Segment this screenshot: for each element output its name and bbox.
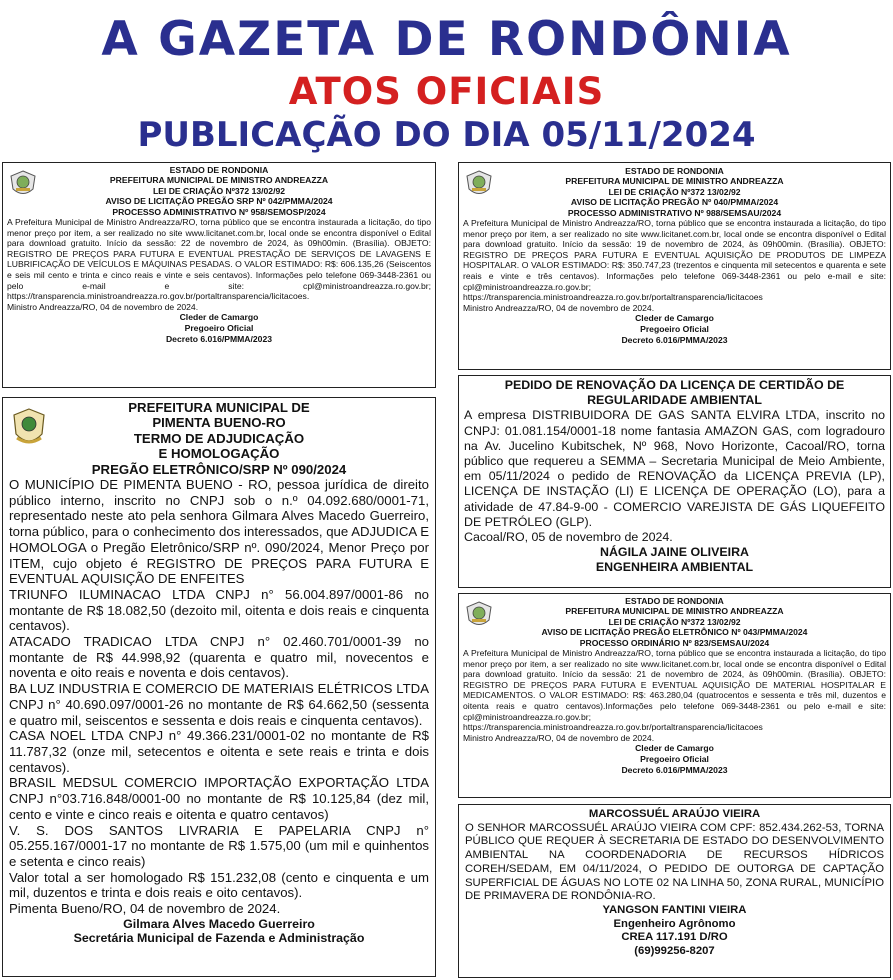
notice-header: MARCOSSUÉL ARAÚJO VIEIRA — [588, 808, 761, 820]
winner-entry: TRIUNFO ILUMINACAO LTDA CNPJ n° 56.004.897/0001-86 no montante de R$ 18.082,50 (dezoito mil, oitenta e dois reais e cinquenta centavos). — [9, 586, 429, 634]
municipal-crest-icon — [464, 600, 494, 630]
winner-entry: BA LUZ INDUSTRIA E COMERCIO DE MATERIAIS ELÉTRICOS LTDA CNPJ n° 40.690.097/0001-26 no montante de R$ 64.662,50 (sessenta e quatro mil, seiscentos e sessenta e dois reais e cinquenta centavos). — [9, 681, 429, 728]
notice-body: A empresa DISTRIBUIDORA DE GAS SANTA ELVIRA LTDA, inscrito no CNPJ: 01.081.154/0001-18 nome fantasia AMAZON GAS, com logradouro na Av. Jucelino Kubitschek, Nº 968, Novo Horizonte, Cacoal/RO, torna público que requereu a SEMMA – Secretaria Municipal de Meio Ambiente, em 05/11/2024 o pedido de RENOVAÇÃO da LICENÇA PREVIA (LP), LICENÇA DE INSTAÇÃO (LI) E LICENÇA DE OPERAÇÃO (LO), para a atividade de 47.84-9-00 - COMERCIO VAREJISTA DE GÁS LIQUEFEITO DE PETRÓLEO (GLP). — [464, 408, 885, 529]
signature-block: Cleder de Camargo Pregoeiro Oficial Decreto 6.016/PMMA/2023 — [621, 313, 728, 345]
signature-block: Cleder de Camargo Pregoeiro Oficial Decreto 6.016/PMMA/2023 — [165, 312, 273, 344]
notice-pregao-040 — [458, 162, 891, 370]
notice-header: ESTADO DE RONDONIA PREFEITURA MUNICIPAL DE MINISTRO ANDREAZZA LEI DE CRIAÇÃO Nº372 13/02/92 AVISO DE LICITAÇÃO PREGÃO Nº 040/PMMA/2024 PROCESSO ADMINISTRATIVO Nº 988/SEMSAU/2024 — [565, 166, 784, 218]
notice-header: PREFEITURA MUNICIPAL DE PIMENTA BUENO-RO TERMO DE ADJUDICAÇÃO E HOMOLOGAÇÃO PREGÃO ELETRÔNICO/SRP Nº 090/2024 — [91, 400, 347, 477]
winner-entry: V. S. DOS SANTOS LIVRARIA E PAPELARIA CNPJ n° 05.255.167/0001-17 no montante de R$ 1.575,00 (um mil e quinhentos e setenta e cinco reais) — [9, 822, 429, 869]
place-date: Ministro Andreazza/RO, 04 de novembro de 2024. — [7, 301, 199, 312]
place-date: Ministro Andreazza/RO, 04 de novembro de 2024. — [463, 302, 655, 313]
municipal-crest-icon — [9, 406, 49, 452]
notice-body: A Prefeitura Municipal de Ministro Andreazza/RO, torna público que se encontra instaurada a licitação, do tipo menor preço por item, a ser realizado no site www.licitanet.com.br, local onde se encontra disponível o Edital para download gratuito. Início da sessão: 19 de novembro de 2024, às 09h00min. (Brasília). OBJETO: REGISTRO DE PREÇOS PARA FUTURA E EVENTUAL AQUISIÇÃO DE PRODUTOS DE LIMPEZA HOSPITALAR. O VALOR ESTIMADO: R$: 350.747,23 (trezentos e cinquenta mil setecentos e quarenta e sete reais e vinte e três centavos). Informações pelo telefone 069-3448-2361 ou pelo e-mail e site: cpl@ministroandreazza.ro.gov.br; https://transparencia.ministroandreazza.ro.gov.br/portaltransparencia/licitacoes — [463, 218, 886, 303]
notice-pregao-042 — [2, 162, 436, 388]
notice-intro: O MUNICÍPIO DE PIMENTA BUENO - RO, pessoa jurídica de direito público interno, inscrito no CNPJ sob o n.º 04.092.680/0001-71, representado neste ato pela senhora Gilmara Alves Macedo Guerreiro, torna público, para o conhecimento dos interessados, que ADJUDICA E HOMOLOGA o Pregão Eletrônico/SRP nº. 090/2024, Menor Preço por ITEM, cujo objeto é REGISTRO DE PREÇOS PARA FUTURA E EVENTUAL AQUISIÇÃO DE ENFEITES — [9, 477, 429, 587]
signature-block: NÁGILA JAINE OLIVEIRA ENGENHEIRA AMBIENTAL — [595, 545, 754, 575]
winner-entry: BRASIL MEDSUL COMERCIO IMPORTAÇÃO EXPORTAÇÃO LTDA CNPJ n°03.716.848/0001-00 no montante de R$ 10.125,84 (dez mil, cento e vinte e cinco reais e oitenta e quatro centavos) — [9, 775, 429, 822]
signature-block: YANGSON FANTINI VIEIRA Engenheiro Agrônomo CREA 117.191 D/RO (69)99256-8207 — [602, 903, 747, 958]
municipal-crest-icon — [464, 169, 494, 199]
municipal-crest-icon — [8, 169, 38, 199]
newspaper-title: A GAZETA DE RONDÔNIA — [101, 12, 792, 67]
winner-entry: CASA NOEL LTDA CNPJ n° 49.366.231/0001-02 no montante de R$ 11.787,32 (onze mil, setecentos e oitenta e sete reais e trinta e dois centavos). — [9, 728, 429, 775]
notice-pregao-043 — [458, 593, 891, 798]
signature-block: Cleder de Camargo Pregoeiro Oficial Decreto 6.016/PMMA/2023 — [621, 743, 728, 775]
place-date: Pimenta Bueno/RO, 04 de novembro de 2024. — [9, 901, 281, 917]
notice-body: O SENHOR MARCOSSUÉL ARAÚJO VIEIRA COM CPF: 852.434.262-53, TORNA PÚBLICO QUE REQUER À SECRETARIA DE ESTADO DO DESENVOLVIMENTO AMBIENTAL NA COORDENADORIA DE RECURSOS HÍDRICOS COREH/SEDAM, EM 04/11/2024, O PEDIDO DE OUTORGA DE CAPTAÇÃO SUPERFICIAL DE ÁGUAS NO LOTE 02 NA LINHA 50, ZONA RURAL, MUNICÍPIO DE PRIMAVERA DE RONDÔNIA-RO. — [465, 821, 884, 903]
publication-date: PUBLICAÇÃO DO DIA 05/11/2024 — [137, 115, 756, 155]
total-value: Valor total a ser homologado R$ 151.232,08 (cento e cinquenta e um mil, duzentos e trinta e dois reais e oito centavos). — [9, 869, 429, 901]
place-date: Cacoal/RO, 05 de novembro de 2024. — [464, 530, 673, 545]
notice-header: ESTADO DE RONDONIA PREFEITURA MUNICIPAL DE MINISTRO ANDREAZZA LEI DE CRIAÇÃO Nº372 13/02/92 AVISO DE LICITAÇÃO PREGÃO SRP Nº 042/PMMA/2024 PROCESSO ADMINISTRATIVO Nº 958/SEMOSP/2024 — [105, 165, 333, 217]
signature-block: Gilmara Alves Macedo Guerreiro Secretária Municipal de Fazenda e Administração — [73, 916, 365, 946]
notice-renovacao-licenca — [458, 375, 891, 588]
notice-termo-adjudicacao — [2, 397, 436, 977]
notice-header: PEDIDO DE RENOVAÇÃO DA LICENÇA DE CERTIDÃO DE REGULARIDADE AMBIENTAL — [504, 378, 845, 408]
winner-entry: ATACADO TRADICAO LTDA CNPJ n° 02.460.701/0001-39 no montante de R$ 44.998,92 (quarenta e quatro mil, novecentos e noventa e oito reais e noventa e dois centavos). — [9, 634, 429, 681]
notice-outorga-agua — [458, 804, 891, 978]
notice-body: A Prefeitura Municipal de Ministro Andreazza/RO, torna público que se encontra instaurada a licitação, do tipo menor preço por item, a ser realizado no site www.licitanet.com.br, local onde se encontra disponível o Edital para download gratuito. Início da sessão: 22 de novembro de 2024, às 09h00min. (Brasília). OBJETO: REGISTRO DE PREÇOS PARA FUTURA E EVENTUAL PRESTAÇÃO DE SERVIÇOS DE LAVAGENS E LUBRIFICAÇÃO DE VEÍCULOS E MÁQUINAS PESADAS. O VALOR ESTIMADO: R$: 606.135,26 (Seiscentos e seis mil cento e trinta e cinco reais e vinte e seis centavos). Informações pelo telefone 069-3448-2361 ou pelo e-mail e site: cpl@ministroandreazza.ro.gov.br; https://transparencia.ministroandreazza.ro.gov.br/portaltransparencia/licitacoes. — [7, 217, 431, 302]
notice-header: ESTADO DE RONDONIA PREFEITURA MUNICIPAL DE MINISTRO ANDREAZZA LEI DE CRIAÇÃO Nº372 13/02/92 AVISO DE LICITAÇÃO PREGÃO ELETRÔNICO Nº 043/PMMA/2024 PROCESSO ORDINÁRIO Nº 823/SEMSAU/2024 — [541, 596, 808, 648]
place-date: Ministro Andreazza/RO, 04 de novembro de 2024. — [463, 732, 655, 743]
notice-body: A Prefeitura Municipal de Ministro Andreazza/RO, torna público que se encontra instaurada a licitação, do tipo menor preço por item, a ser realizado no site www.licitanet.com.br, local onde se encontra disponível o Edital para download gratuito. Início da sessão: 21 de novembro de 2024, às 09h00min. (Brasília). OBJETO: REGISTRO DE PREÇOS PARA FUTURA E EVENTUAL AQUISIÇÃO DE MATERIAL HOSPITALAR E MEDICAMENTOS. O VALOR ESTIMADO: R$: 463.280,04 (quatrocentos e sessenta e três mil, duzentos e oitenta reais e quatro centavos).Informações pelo telefone 069-3448-2361 ou pelo e-mail e site: cpl@ministroandreazza.ro.gov.br; https://transparencia.ministroandreazza.ro.gov.br/portaltransparencia/licitacoes — [463, 648, 886, 733]
section-title: ATOS OFICIAIS — [288, 70, 605, 113]
